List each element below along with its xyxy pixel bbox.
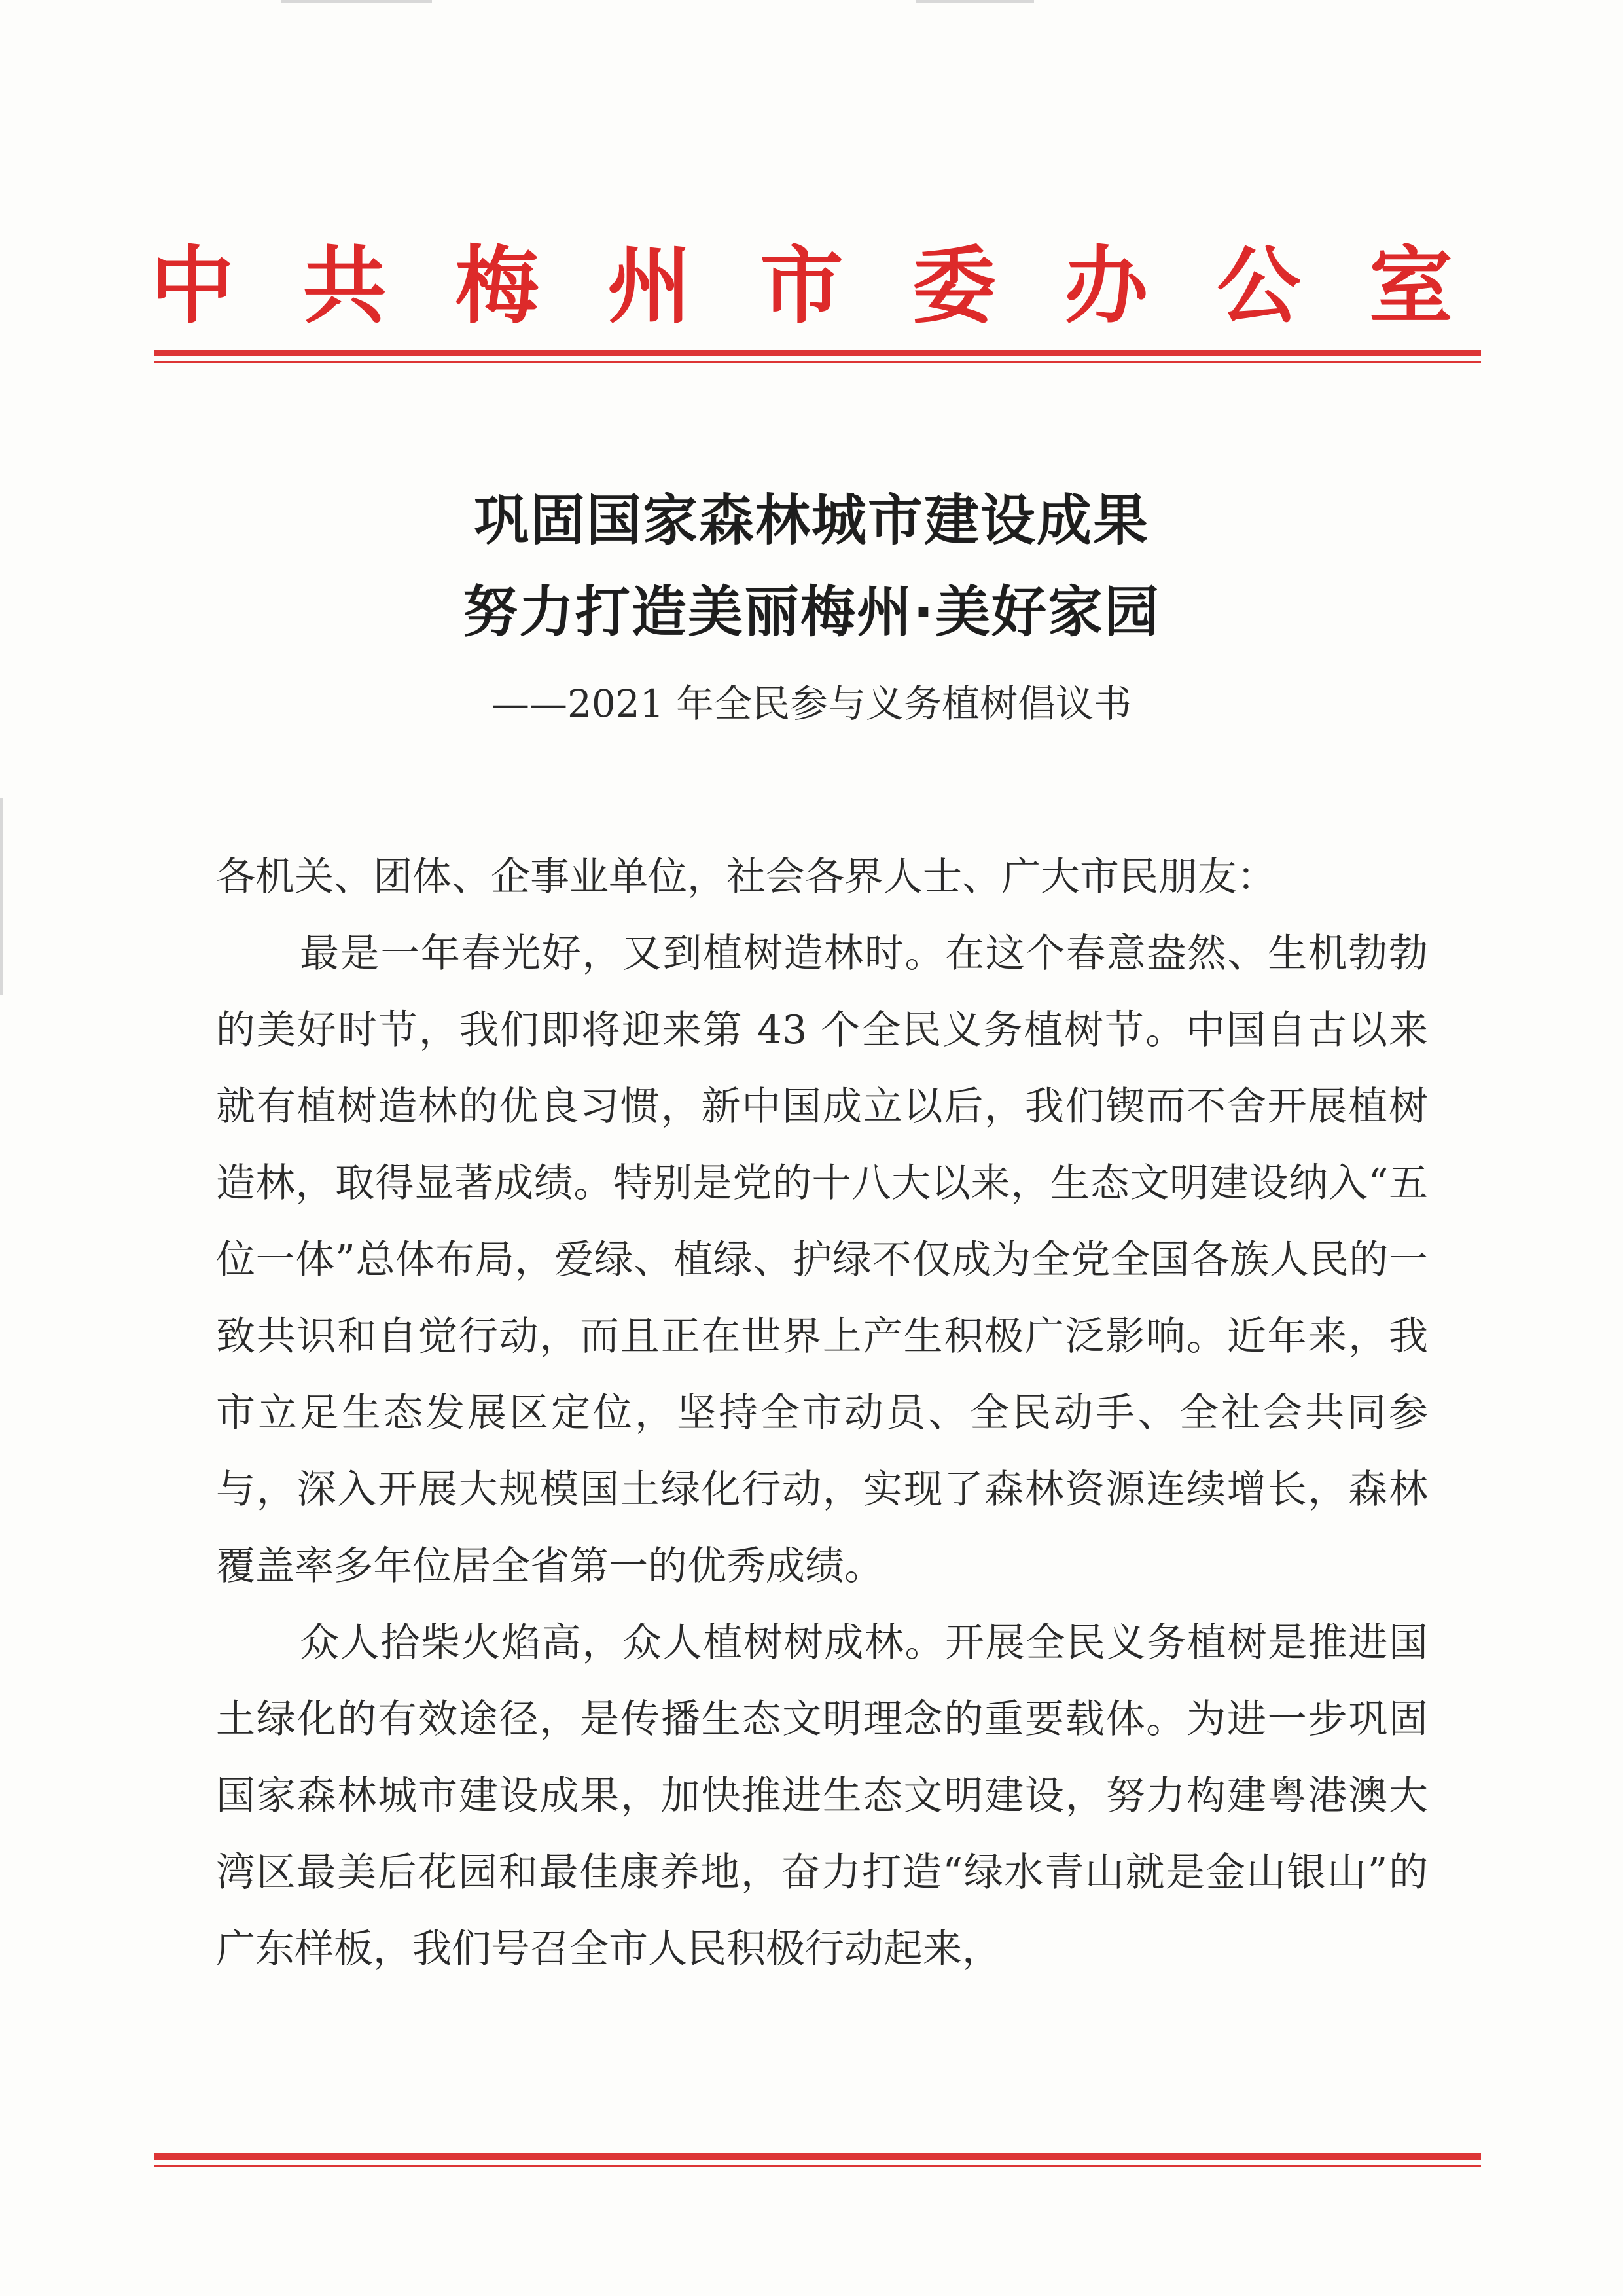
salutation: 各机关、团体、企事业单位，社会各界人士、广大市民朋友：: [216, 854, 1276, 900]
document-title-line-1: 巩固国家森林城市建设成果: [473, 488, 1149, 552]
document-title-line-2: 努力打造美丽梅州·美好家园: [463, 580, 1160, 644]
scan-artifact-top: [281, 0, 432, 3]
issuing-organization-header: 中共梅州市委办公室: [151, 237, 1453, 335]
scan-artifact-top: [916, 0, 1034, 3]
scan-artifact-left: [0, 798, 3, 995]
document-subtitle: ——2021 年全民参与义务植树倡议书: [491, 681, 1132, 726]
body-paragraph: 最是一年春光好，又到植树造林时。在这个春意盎然、生机勃勃的美好时节，我们即将迎来第 43 个全民义务植树节。中国自古以来就有植树造林的优良习惯，新中国成立以后，我们锲而不舍开展植树造林，取得显著成绩。特别是党的十八大以来，生态文明建设纳入“五位一体”总体布局，爱绿、植绿、护绿不仅成为全党全国各族人民的一致共识和自觉行动，而且正在世界上产生积极广泛影响。近年来，我市立足生态发展区定位，坚持全市动员、全民动手、全社会共同参与，深入开展大规模国土绿化行动，实现了森林资源连续增长，森林覆盖率多年位居全省第一的优秀成绩。: [216, 931, 1428, 1589]
header-red-rule: [154, 350, 1481, 363]
body-paragraph: 众人拾柴火焰高，众人植树树成林。开展全民义务植树是推进国土绿化的有效途径，是传播生态文明理念的重要载体。为进一步巩固国家森林城市建设成果，加快推进生态文明建设，努力构建粤港澳大湾区最美后花园和最佳康养地，奋力打造“绿水青山就是金山银山”的广东样板，我们号召全市人民积极行动起来，: [216, 1620, 1428, 1972]
document-body: [216, 839, 1428, 1988]
footer-red-rule: [154, 2153, 1481, 2167]
